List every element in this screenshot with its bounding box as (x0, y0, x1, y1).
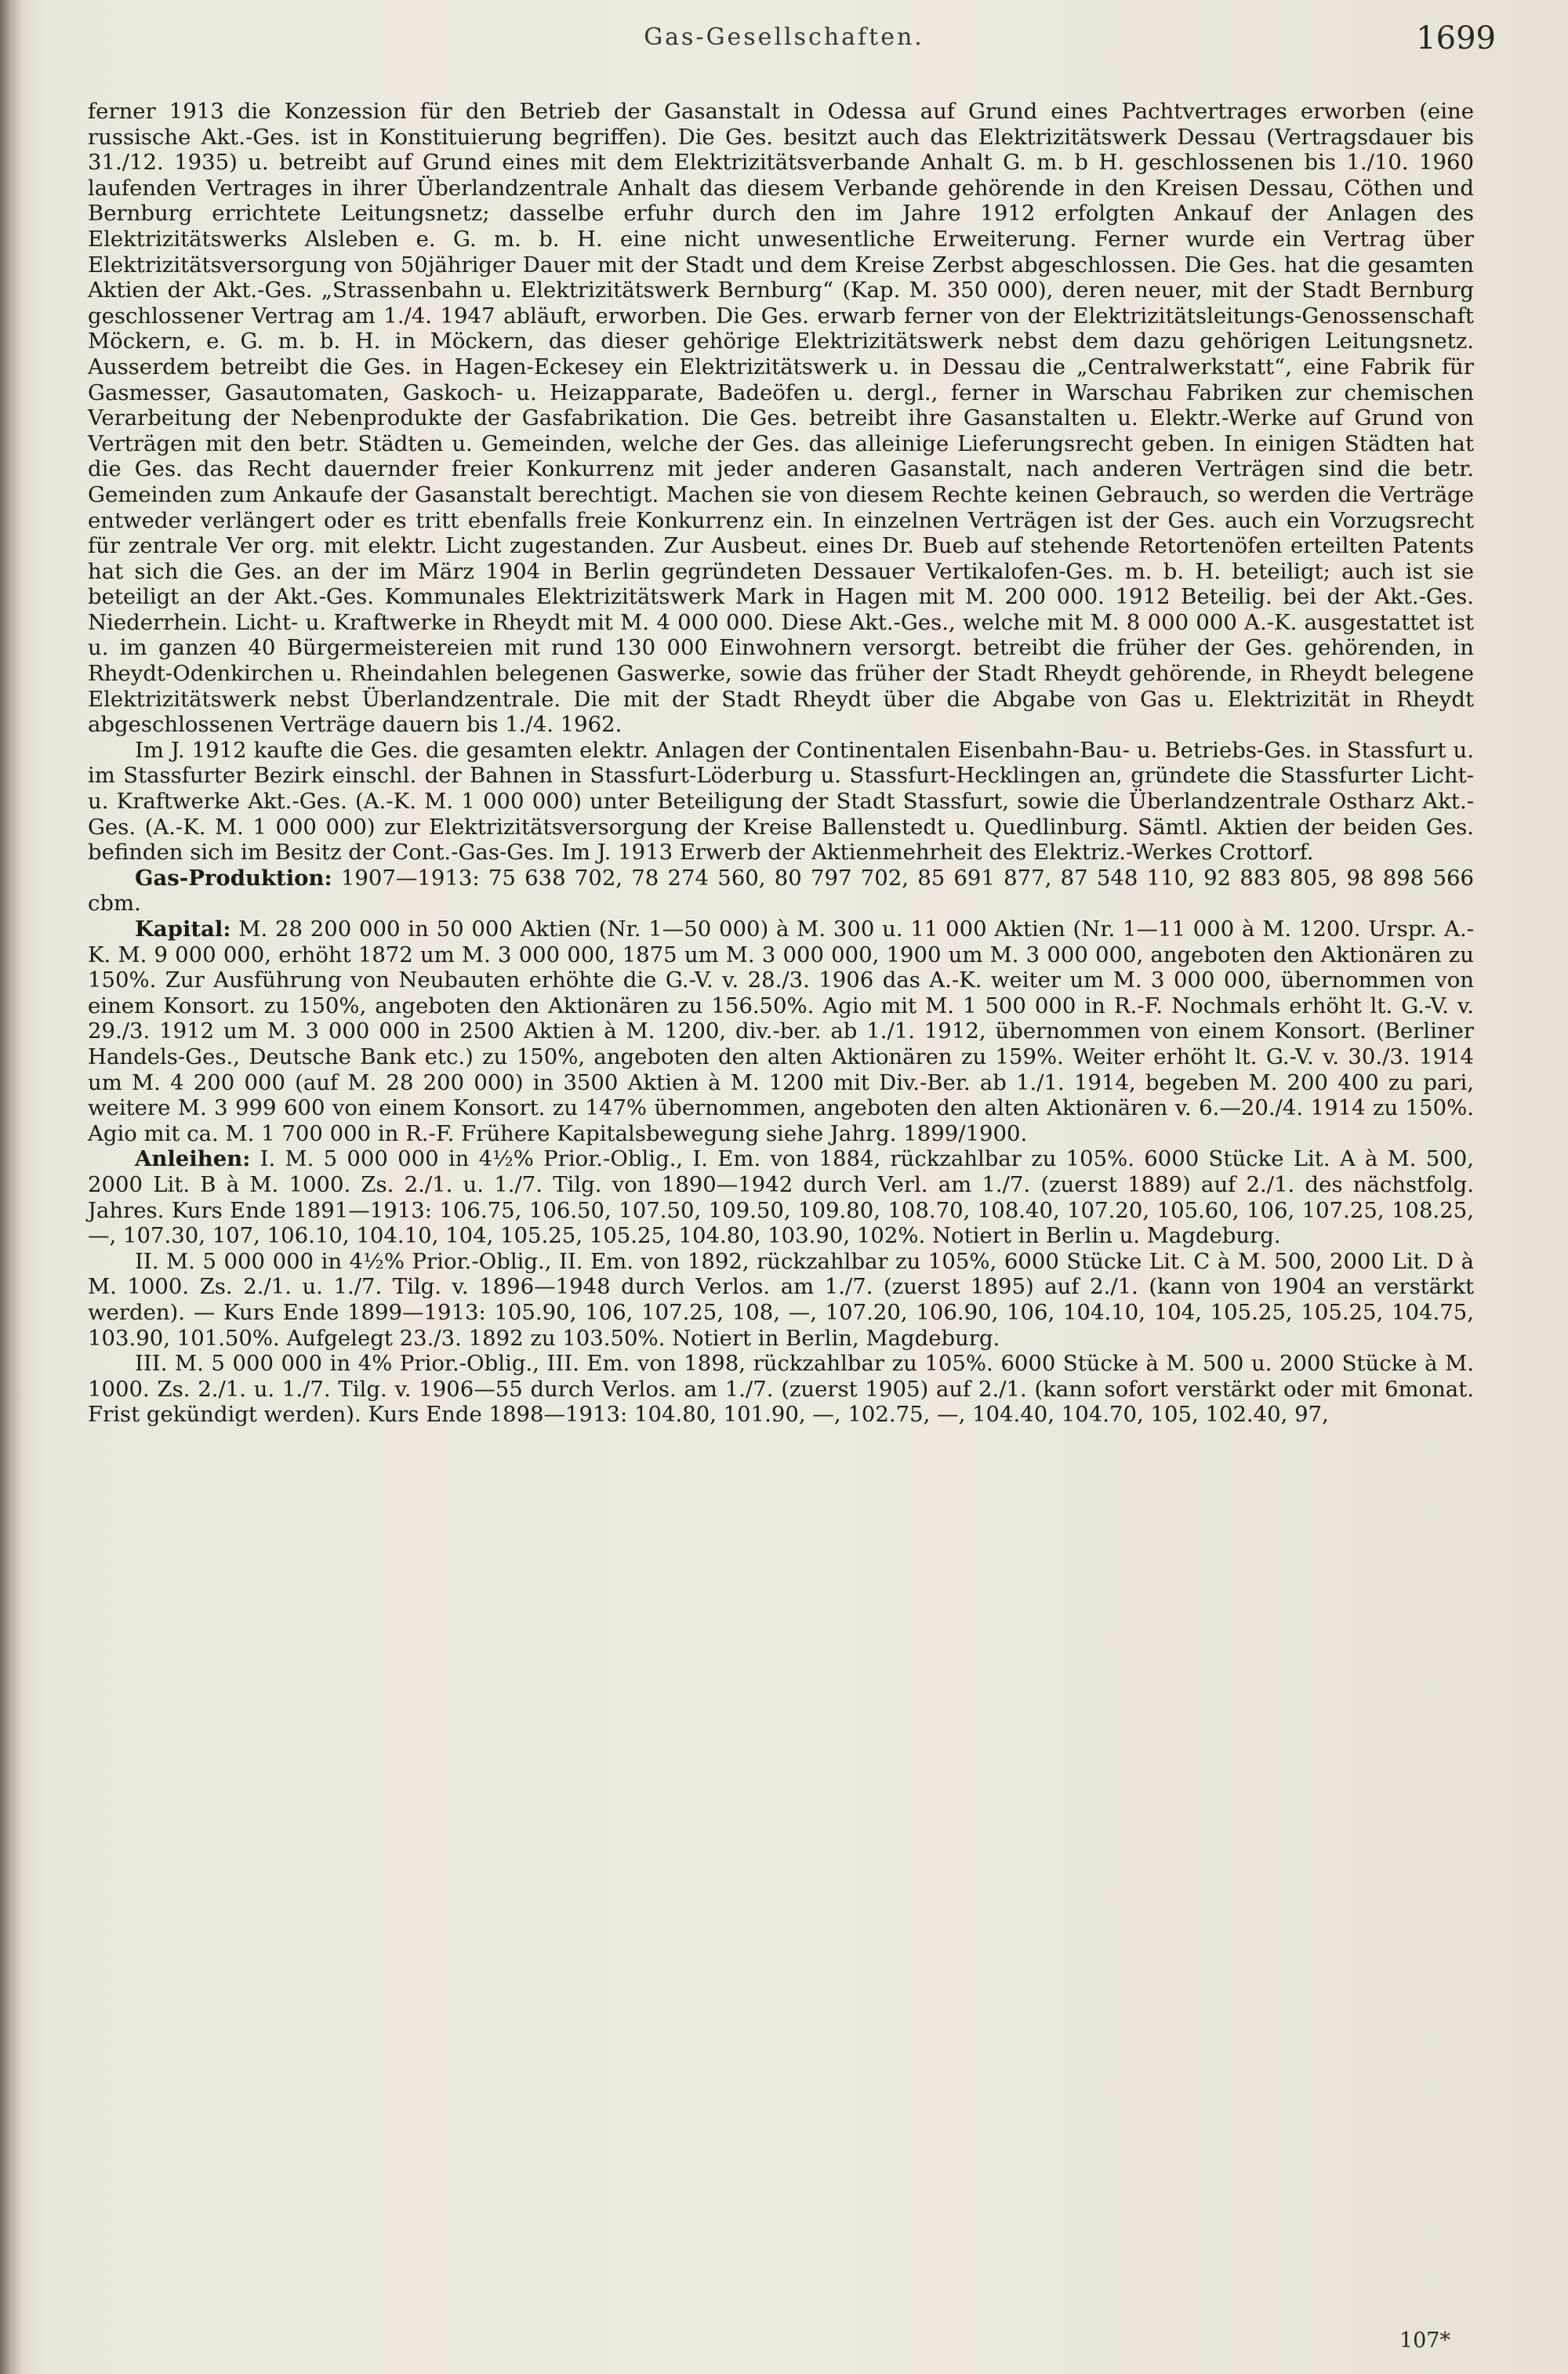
paragraph-anleihen-2 (88, 1249, 1474, 1351)
paragraph-kapital (88, 917, 1474, 1146)
page-number: 1699 (1416, 20, 1496, 56)
paragraph-anleihen-1 (88, 1146, 1474, 1248)
section-label-kapital: Kapital: (135, 917, 231, 942)
binding-gutter (0, 0, 24, 2374)
paragraph-text: II. M. 5 000 000 in 4½% Prior.-Oblig., II. Em. von 1892, rückzahlbar zu 105%, 6000 Stücke Lit. C à M. 500, 2000 Lit. D à M. 1000. Zs. 2./1. u. 1./7. Tilg. v. 1896—1948 durch Verlos. am 1./7. (zuerst 1895) auf 2./1. (kann von 1904 an verstärkt werden). — Kurs Ende 1899—1913: 105.90, 106, 107.25, 108, —, 107.20, 106.90, 106, 104.10, 104, 105.25, 105.25, 104.75, 103.90, 101.50%. Aufgelegt 23./3. 1892 zu 103.50%. Notiert in Berlin, Magdeburg. (88, 1248, 1474, 1351)
running-title: Gas-Gesellschaften. (644, 24, 924, 51)
paragraph-text: Im J. 1912 kaufte die Ges. die gesamten elektr. Anlagen der Continentalen Eisenbahn-Bau- u. Betriebs-Ges. in Stassfurt u. im Stassfurter Bezirk einschl. der Bahnen in Stassfurt-Löderburg u. Stassfurt-Hecklingen an, gründete die Stassfurter Licht- u. Kraftwerke Akt.-Ges. (A.-K. M. 1 000 000) unter Beteiligung der Stadt Stassfurt, sowie die Überlandzentrale Ostharz Akt.-Ges. (A.-K. M. 1 000 000) zur Elektrizitätsversorgung der Kreise Ballenstedt u. Quedlinburg. Sämtl. Aktien der beiden Ges. befinden sich im Besitz der Cont.-Gas-Ges. Im J. 1913 Erwerb der Aktienmehrheit des Elektriz.-Werkes Crottorf. (88, 737, 1474, 866)
paragraph-text: III. M. 5 000 000 in 4% Prior.-Oblig., III. Em. von 1898, rückzahlbar zu 105%. 6000 Stücke à M. 500 u. 2000 Stücke à M. 1000. Zs. 2./1. u. 1./7. Tilg. v. 1906—55 durch Verlos. am 1./7. (zuerst 1905) auf 2./1. (kann sofort verstärkt oder mit 6monat. Frist gekündigt werden). Kurs Ende 1898—1913: 104.80, 101.90, —, 102.75, —, 104.40, 104.70, 105, 102.40, 97, (88, 1351, 1474, 1428)
paragraph-konzession (88, 99, 1474, 738)
signature-mark: 107* (1399, 2329, 1450, 2353)
paragraph-text: 1907—1913: 75 638 702, 78 274 560, 80 797 702, 85 691 877, 87 548 110, 92 883 805, 98 898 566 cbm. (88, 865, 1474, 917)
running-head (0, 20, 1568, 63)
paragraph-stassfurt (88, 738, 1474, 866)
section-label-gas-produktion: Gas-Produktion: (135, 865, 332, 891)
body-text (88, 99, 1474, 1428)
paragraph-gas-produktion (88, 866, 1474, 917)
paragraph-text: I. M. 5 000 000 in 4½% Prior.-Oblig., I. Em. von 1884, rückzahlbar zu 105%. 6000 Stücke Lit. A à M. 500, 2000 Lit. B à M. 1000. Zs. 2./1. u. 1./7. Tilg. von 1890—1942 durch Verl. am 1./7. (zuerst 1889) auf 2./1. des nächstfolg. Jahres. Kurs Ende 1891—1913: 106.75, 106.50, 107.50, 109.50, 109.80, 108.70, 108.40, 107.20, 105.60, 106, 107.25, 108.25, —, 107.30, 107, 106.10, 104.10, 104, 105.25, 105.25, 104.80, 103.90, 102%. Notiert in Berlin u. Magdeburg. (88, 1146, 1474, 1249)
paragraph-text: M. 28 200 000 in 50 000 Aktien (Nr. 1—50 000) à M. 300 u. 11 000 Aktien (Nr. 1—11 000 à M. 1200. Urspr. A.-K. M. 9 000 000, erhöht 1872 um M. 3 000 000, 1875 um M. 3 000 000, 1900 um M. 3 000 000, angeboten den Aktionären zu 150%. Zur Ausführung von Neubauten erhöhte die G.-V. v. 28./3. 1906 das A.-K. weiter um M. 3 000 000, übernommen von einem Konsort. zu 150%, angeboten den Aktionären zu 156.50%. Agio mit M. 1 500 000 in R.-F. Nochmals erhöht lt. G.-V. v. 29./3. 1912 um M. 3 000 000 in 2500 Aktien à M. 1200, div.-ber. ab 1./1. 1912, übernommen von einem Konsort. (Berliner Handels-Ges., Deutsche Bank etc.) zu 150%, angeboten den alten Aktionären zu 159%. Weiter erhöht lt. G.-V. v. 30./3. 1914 um M. 4 200 000 (auf M. 28 200 000) in 3500 Aktien à M. 1200 mit Div.-Ber. ab 1./1. 1914, begeben M. 200 400 zu pari, weitere M. 3 999 600 von einem Konsort. zu 147% übernommen, angeboten den alten Aktionären v. 6.—20./4. 1914 zu 150%. Agio mit ca. M. 1 700 000 in R.-F. Frühere Kapitalsbewegung siehe Jahrg. 1899/1900. (88, 917, 1474, 1146)
paragraph-anleihen-3 (88, 1351, 1474, 1428)
section-label-anleihen: Anleihen: (135, 1146, 251, 1172)
paragraph-text: ferner 1913 die Konzession für den Betrieb der Gasanstalt in Odessa auf Grund eines Pachtvertrages erworben (eine russische Akt.-Ges. ist in Konstituierung begriffen). Die Ges. besitzt auch das Elektrizitätswerk Dessau (Vertragsdauer bis 31./12. 1935) u. betreibt auf Grund eines mit dem Elektrizitätsverbande Anhalt G. m. b H. geschlossenen bis 1./10. 1960 laufenden Vertrages in ihrer Überlandzentrale Anhalt das diesem Verbande gehörende in den Kreisen Dessau, Cöthen und Bernburg errichtete Leitungsnetz; dasselbe erfuhr durch den im Jahre 1912 erfolgten Ankauf der Anlagen des Elektrizitätswerks Alsleben e. G. m. b. H. eine nicht unwesentliche Erweiterung. Ferner wurde ein Vertrag über Elektrizitätsversorgung von 50jähriger Dauer mit der Stadt und dem Kreise Zerbst abgeschlossen. Die Ges. hat die gesamten Aktien der Akt.-Ges. „Strassenbahn u. Elektrizitätswerk Bernburg“ (Kap. M. 350 000), deren neuer, mit der Stadt Bernburg geschlossener Vertrag am 1./4. 1947 abläuft, erworben. Die Ges. erwarb ferner von der Elektrizitätsleitungs-Genossenschaft Möckern, e. G. m. b. H. in Möckern, das dieser gehörige Elektrizitätswerk nebst dem dazu gehörigen Leitungsnetz. Ausserdem betreibt die Ges. in Hagen-Eckesey ein Elektrizitätswerk u. in Dessau die „Centralwerkstatt“, eine Fabrik für Gasmesser, Gasautomaten, Gaskoch- u. Heizapparate, Badeöfen u. dergl., ferner in Warschau Fabriken zur chemischen Verarbeitung der Nebenprodukte der Gasfabrikation. Die Ges. betreibt ihre Gasanstalten u. Elektr.-Werke auf Grund von Verträgen mit den betr. Städten u. Gemeinden, welche der Ges. das alleinige Lieferungsrecht geben. In einigen Städten hat die Ges. das Recht dauernder freier Konkurrenz mit jeder anderen Gasanstalt, nach anderen Verträgen sind die betr. Gemeinden zum Ankaufe der Gasanstalt berechtigt. Machen sie von diesem Rechte keinen Gebrauch, so werden die Verträge entweder verlängert oder es tritt ebenfalls freie Konkurrenz ein. In einzelnen Verträgen ist der Ges. auch ein Vorzugsrecht für zentrale Ver org. mit elektr. Licht zugestanden. Zur Ausbeut. eines Dr. Bueb auf stehende Retortenöfen erteilten Patents hat sich die Ges. an der im März 1904 in Berlin gegründeten Dessauer Vertikalofen-Ges. m. b. H. beteiligt; auch ist sie beteiligt an der Akt.-Ges. Kommunales Elektrizitätswerk Mark in Hagen mit M. 200 000. 1912 Beteilig. bei der Akt.-Ges. Niederrhein. Licht- u. Kraftwerke in Rheydt mit M. 4 000 000. Diese Akt.-Ges., welche mit M. 8 000 000 A.-K. ausgestattet ist u. im ganzen 40 Bürgermeistereien mit rund 130 000 Einwohnern versorgt. betreibt die früher der Ges. gehörenden, in Rheydt-Odenkirchen u. Rheindahlen belegenen Gaswerke, sowie das früher der Stadt Rheydt gehörende, in Rheydt belegene Elektrizitätswerk nebst Überlandzentrale. Die mit der Stadt Rheydt über die Abgabe von Gas u. Elektrizität in Rheydt abgeschlossenen Verträge dauern bis 1./4. 1962. (88, 99, 1474, 738)
